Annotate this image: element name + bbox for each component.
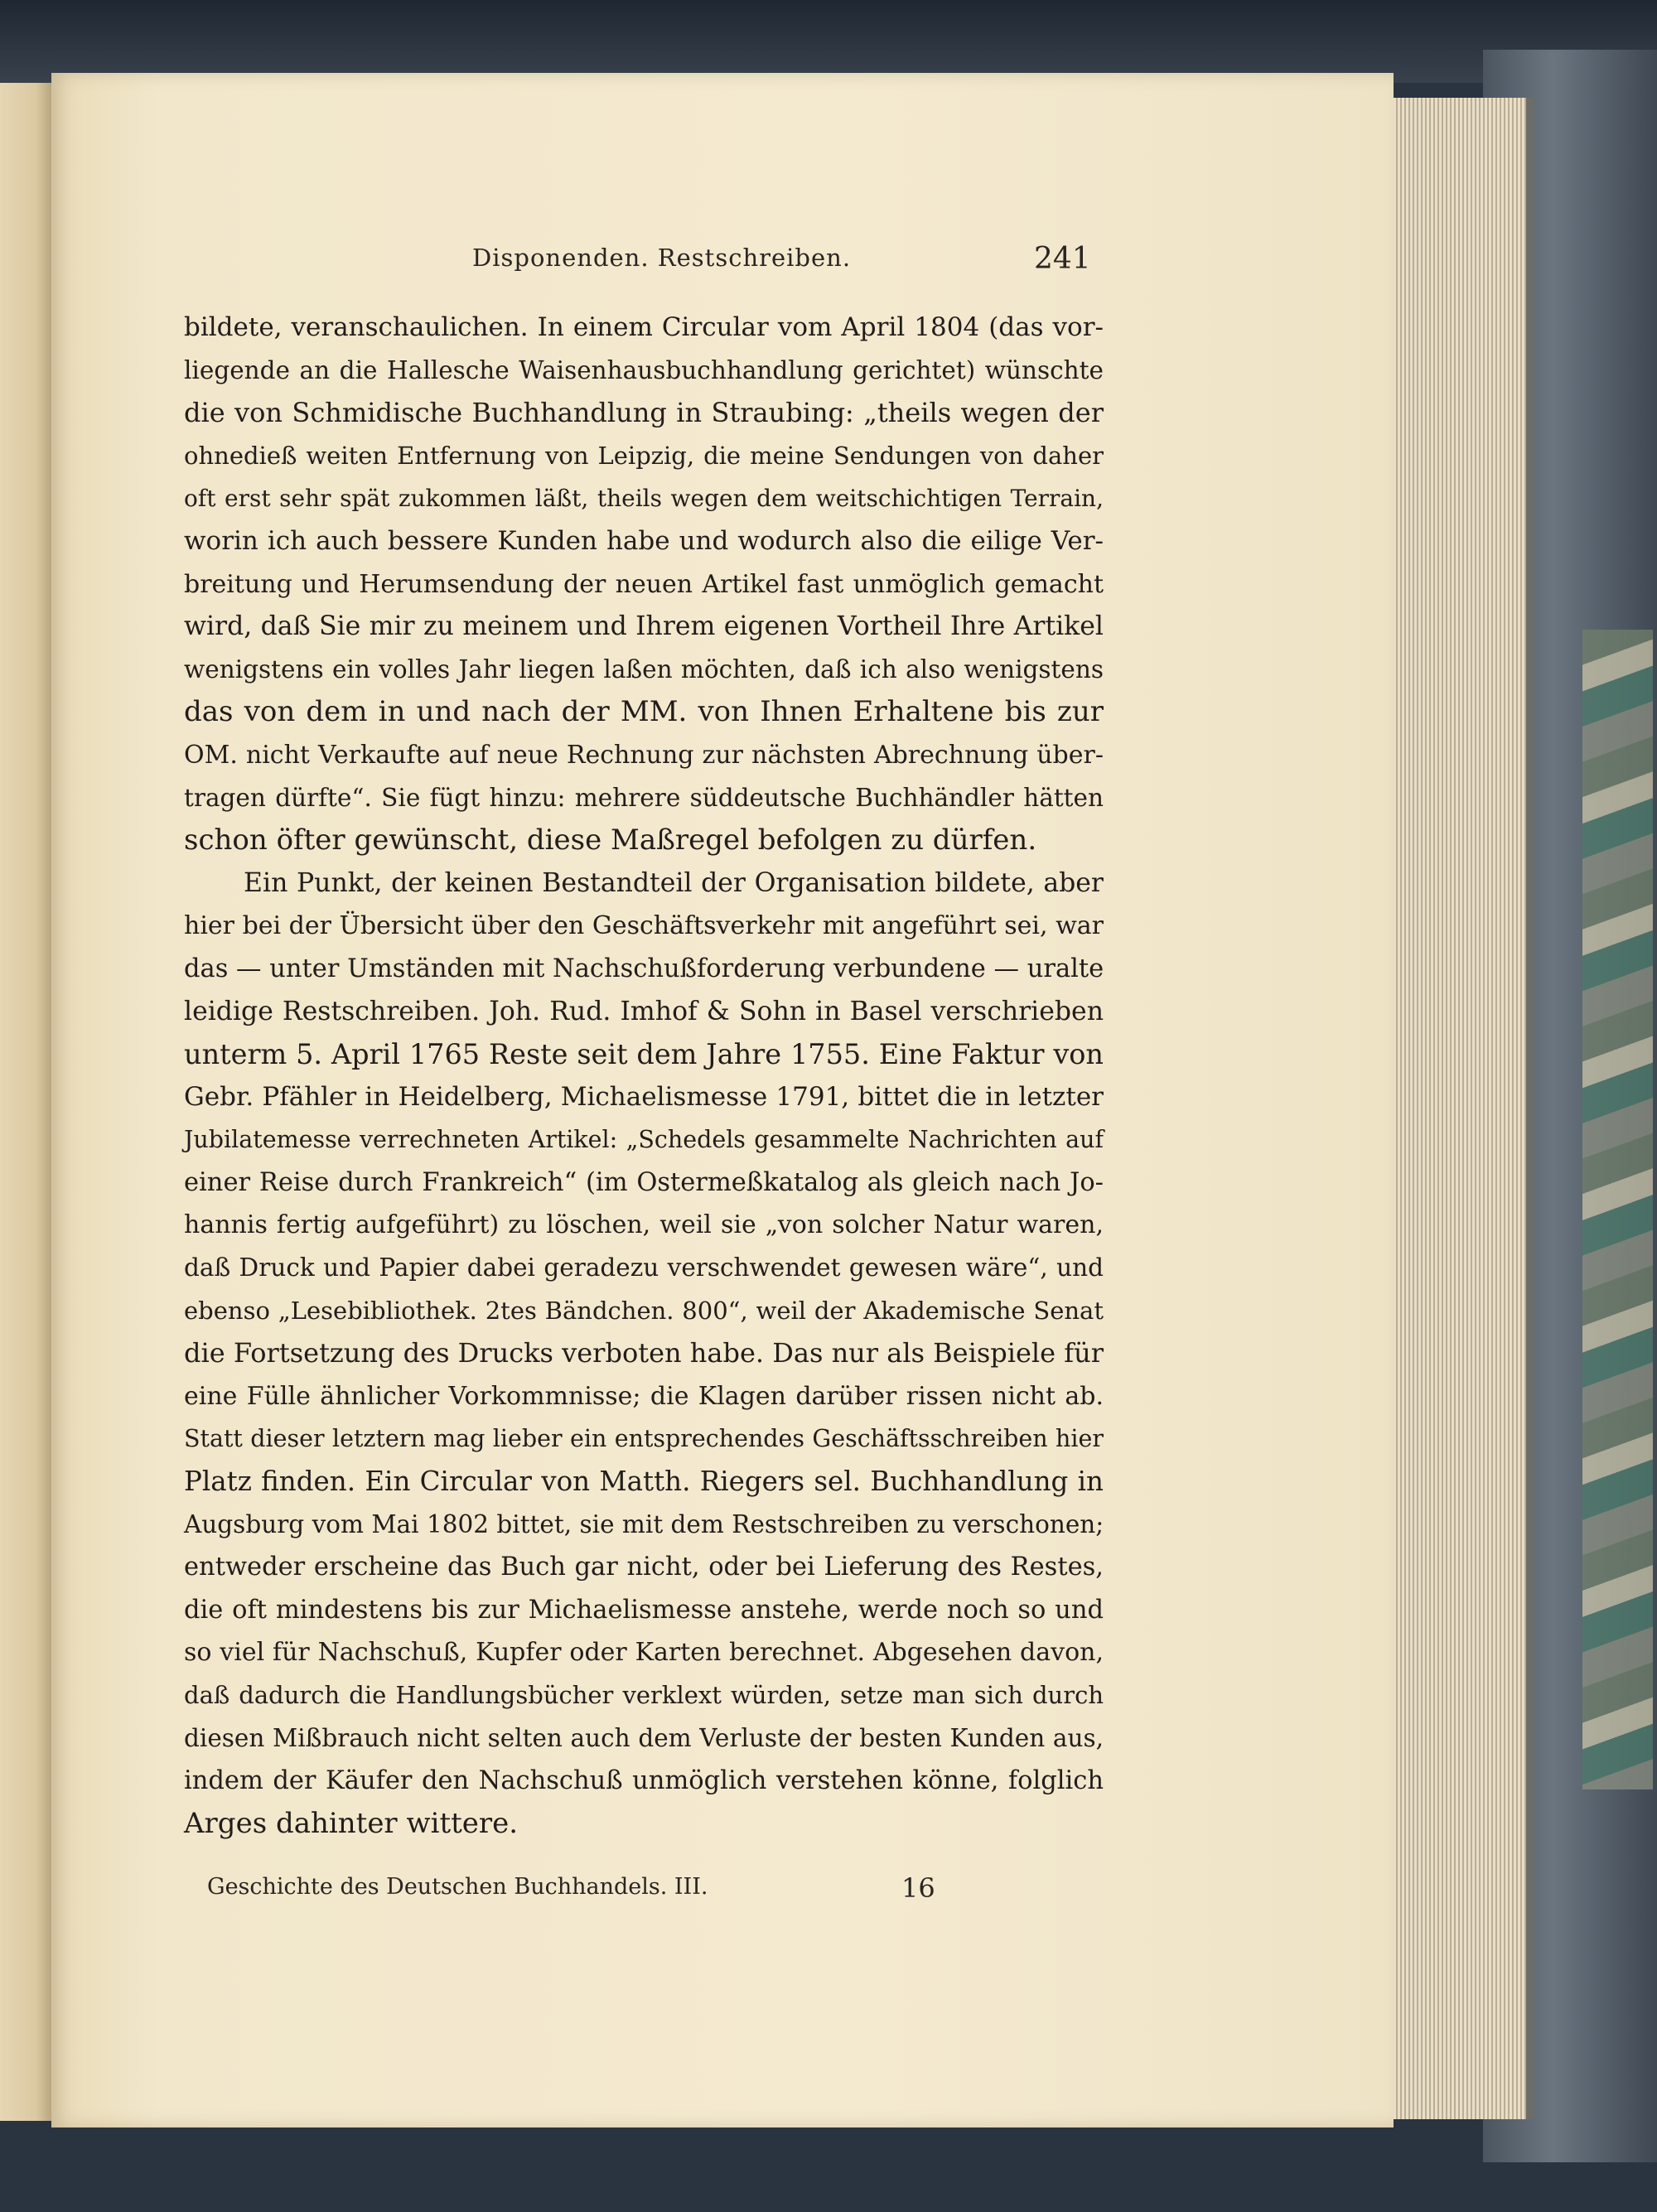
sheet-number: 16 xyxy=(901,1872,935,1904)
page-number: 241 xyxy=(1034,242,1091,276)
signature-line: Geschichte des Deutschen Buchhandels. III. xyxy=(207,1874,708,1900)
text-line: daß dadurch die Handlungsbücher verklext würden, setze man sich durch xyxy=(184,1681,1104,1709)
text-line: entweder erscheine das Buch gar nicht, oder bei Lieferung des Restes, xyxy=(184,1553,1104,1582)
text-line: hannis fertig aufgeführt) zu löschen, weil sie „von solcher Natur waren, xyxy=(184,1210,1104,1240)
text-line: bildete, veranschaulichen. In einem Circular vom April 1804 (das vor- xyxy=(184,312,1104,342)
text-line: tragen dürfte“. Sie fügt hinzu: mehrere süddeutsche Buchhändler hätten xyxy=(184,783,1104,812)
page-edges xyxy=(1385,98,1534,2119)
left-page-edge xyxy=(0,83,51,2121)
text-line: das — unter Umständen mit Nachschußforderung verbundene — uralte xyxy=(184,954,1104,983)
page-footer xyxy=(0,1874,1657,1915)
text-line: Augsburg vom Mai 1802 bittet, sie mit dem Restschreiben zu verschonen; xyxy=(184,1509,1104,1538)
text-line: schon öfter gewünscht, diese Maßregel befolgen zu dürfen. xyxy=(184,823,1037,857)
text-line: Ein Punkt, der keinen Bestandteil der Organisation bildete, aber xyxy=(244,867,1104,898)
text-line: worin ich auch bessere Kunden habe und wodurch also die eilige Ver- xyxy=(184,525,1104,556)
text-line: Statt dieser letztern mag lieber ein entsprechendes Geschäftsschreiben hier xyxy=(184,1425,1104,1453)
marbled-endpaper xyxy=(1582,630,1653,1789)
text-line: wird, daß Sie mir zu meinem und Ihrem eigenen Vortheil Ihre Artikel xyxy=(184,611,1104,642)
text-line: das von dem in und nach der MM. von Ihnen Erhaltene bis zur xyxy=(184,695,1104,729)
text-line: Jubilatemesse verrechneten Artikel: „Schedels gesammelte Nachrichten auf xyxy=(184,1126,1104,1154)
text-line: diesen Mißbrauch nicht selten auch dem Verluste der besten Kunden aus, xyxy=(184,1723,1104,1752)
text-line: wenigstens ein volles Jahr liegen laßen möchten, daß ich also wenigstens xyxy=(184,654,1104,683)
text-line: daß Druck und Papier dabei geradezu verschwendet gewesen wäre“, und xyxy=(184,1253,1104,1282)
text-line: OM. nicht Verkaufte auf neue Rechnung zur nächsten Abrechnung über- xyxy=(184,740,1104,770)
text-line: die oft mindestens bis zur Michaelismesse anstehe, werde noch so und xyxy=(184,1595,1104,1625)
text-line: ebenso „Lesebibliothek. 2tes Bändchen. 800“, weil der Akademische Senat xyxy=(184,1296,1104,1325)
text-line: Arges dahinter wittere. xyxy=(184,1806,519,1840)
book-cover-top xyxy=(0,0,1657,83)
text-line: ohnedieß weiten Entfernung von Leipzig, die meine Sendungen von daher xyxy=(184,441,1104,470)
text-line: liegende an die Hallesche Waisenhausbuchhandlung gerichtet) wünschte xyxy=(184,355,1104,384)
text-line: breitung und Herumsendung der neuen Artikel fast unmöglich gemacht xyxy=(184,569,1104,599)
body-text xyxy=(184,307,1104,1845)
text-line: unterm 5. April 1765 Reste seit dem Jahre 1755. Eine Faktur von xyxy=(184,1038,1104,1071)
text-line: hier bei der Übersicht über den Geschäftsverkehr mit angeführt sei, war xyxy=(184,911,1104,941)
text-line: die von Schmidische Buchhandlung in Straubing: „theils wegen der xyxy=(184,397,1104,429)
text-line: so viel für Nachschuß, Kupfer oder Karten berechnet. Abgesehen davon, xyxy=(184,1638,1104,1668)
text-line: leidige Restschreiben. Joh. Rud. Imhof & Sohn in Basel verschrieben xyxy=(184,996,1104,1026)
text-line: indem der Käufer den Nachschuß unmöglich verstehen könne, folglich xyxy=(184,1766,1104,1796)
text-line: die Fortsetzung des Drucks verboten habe. Das nur als Beispiele für xyxy=(184,1337,1104,1369)
text-line: Gebr. Pfähler in Heidelberg, Michaelismesse 1791, bittet die in letzter xyxy=(184,1081,1104,1112)
text-line: oft erst sehr spät zukommen läßt, theils wegen dem weitschichtigen Terrain, xyxy=(184,485,1104,513)
text-line: Platz finden. Ein Circular von Matth. Riegers sel. Buchhandlung in xyxy=(184,1466,1104,1498)
running-head: Disponenden. Restschreiben. xyxy=(472,244,852,272)
text-line: einer Reise durch Frankreich“ (im Ostermeßkatalog als gleich nach Jo- xyxy=(184,1167,1104,1197)
text-line: eine Fülle ähnlicher Vorkommnisse; die Klagen darüber rissen nicht ab. xyxy=(184,1381,1104,1411)
page-header xyxy=(0,242,1657,292)
